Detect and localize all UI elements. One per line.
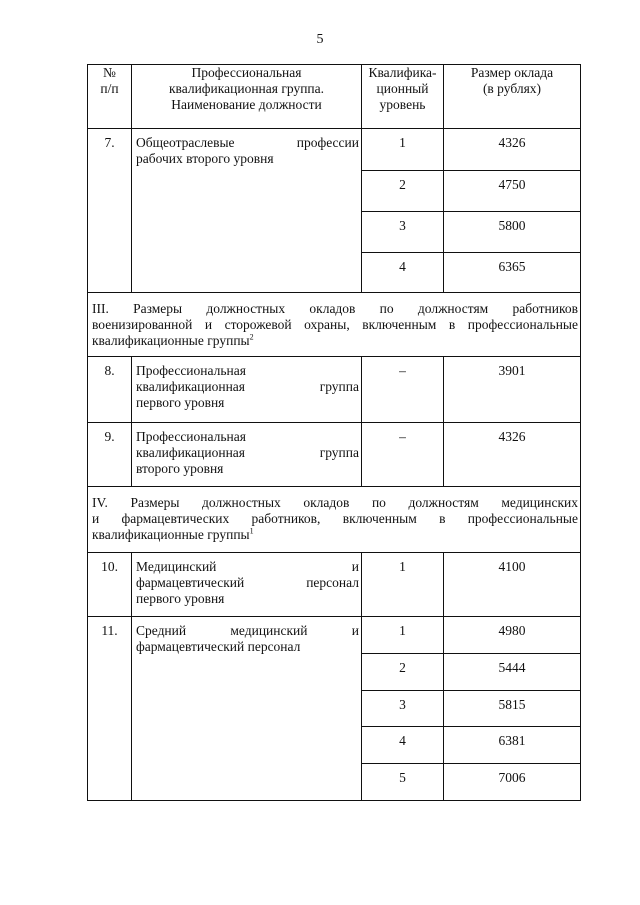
header-level-line: уровень [379, 97, 426, 112]
position-name [132, 617, 362, 801]
section-heading-line: военизированной и сторожевой охраны, включенным в профессиональные [92, 317, 578, 332]
position-name-line: квалификационная группа [136, 445, 359, 460]
header-salary [444, 65, 581, 129]
position-name-line: Медицинский и [136, 559, 359, 574]
level-cell: 3 [362, 212, 444, 253]
salary-cell: 5815 [444, 691, 581, 727]
footnote-marker: 1 [249, 526, 254, 536]
header-group-line: квалификационная группа. [168, 81, 325, 96]
position-name-line: Профессиональная [136, 429, 246, 444]
header-group-line: Наименование должности [171, 97, 322, 112]
salary-cell: 5800 [444, 212, 581, 253]
salary-cell: 6381 [444, 727, 581, 764]
salary-cell: 4326 [444, 423, 581, 487]
row-number: 9. [88, 423, 132, 487]
table-row [88, 129, 581, 171]
section-heading-line: IV. Размеры должностных окладов по должностям медицинских [92, 495, 578, 510]
salary-cell: 7006 [444, 764, 581, 801]
position-name-line: первого уровня [136, 591, 225, 606]
footnote-marker: 2 [249, 332, 254, 342]
salary-cell: 3901 [444, 357, 581, 423]
page-number: 5 [316, 32, 324, 47]
position-name-line: квалификационная группа [136, 379, 359, 394]
table-row [88, 423, 581, 487]
section-heading-text: квалификационные группы [92, 527, 250, 542]
level-cell: 4 [362, 253, 444, 293]
position-name-line: второго уровня [136, 461, 224, 476]
section-heading-text: квалификационные группы [92, 333, 250, 348]
row-number: 10. [88, 553, 132, 617]
row-number: 7. [88, 129, 132, 293]
header-group-line: Профессиональная [191, 65, 302, 80]
salary-table [87, 64, 581, 801]
salary-cell: 4980 [444, 617, 581, 654]
header-level-line: Квалифика- [368, 65, 437, 80]
section-heading-line: III. Размеры должностных окладов по должностям работников [92, 301, 578, 316]
position-name [132, 357, 362, 423]
table-row [88, 617, 581, 654]
table-header-row [88, 65, 581, 129]
level-cell: 2 [362, 171, 444, 212]
position-name-line: фармацевтический персонал [136, 639, 301, 654]
section-heading-line [92, 333, 578, 349]
salary-cell: 5444 [444, 654, 581, 691]
table-row [88, 553, 581, 617]
level-cell: – [362, 357, 444, 423]
level-cell: 1 [362, 617, 444, 654]
header-level [362, 65, 444, 129]
level-cell: 4 [362, 727, 444, 764]
position-name-line: Профессиональная [136, 363, 246, 378]
header-group [132, 65, 362, 129]
position-name-line: рабочих второго уровня [136, 151, 274, 166]
section-heading [88, 293, 581, 357]
header-salary-line: Размер оклада [470, 65, 554, 80]
level-cell: 3 [362, 691, 444, 727]
header-number-line: п/п [100, 81, 119, 96]
salary-cell: 6365 [444, 253, 581, 293]
section-heading-line: и фармацевтических работников, включенным в профессиональные [92, 511, 578, 526]
section-heading-row [88, 487, 581, 553]
position-name-line: Общеотраслевые профессии [136, 135, 359, 150]
level-cell: 1 [362, 553, 444, 617]
position-name [132, 553, 362, 617]
level-cell: 5 [362, 764, 444, 801]
level-cell: 2 [362, 654, 444, 691]
header-number-line: № [103, 65, 116, 80]
section-heading [88, 487, 581, 553]
row-number: 8. [88, 357, 132, 423]
section-heading-line [92, 527, 578, 543]
level-cell: – [362, 423, 444, 487]
position-name [132, 423, 362, 487]
section-heading-row [88, 293, 581, 357]
row-number: 11. [88, 617, 132, 801]
salary-cell: 4100 [444, 553, 581, 617]
header-level-line: ционный [376, 81, 429, 96]
position-name-line: первого уровня [136, 395, 225, 410]
table-row [88, 357, 581, 423]
level-cell: 1 [362, 129, 444, 171]
position-name-line: фармацевтический персонал [136, 575, 359, 590]
header-salary-line: (в рублях) [482, 81, 542, 96]
salary-cell: 4750 [444, 171, 581, 212]
header-number [88, 65, 132, 129]
position-name-line: Средний медицинский и [136, 623, 359, 638]
salary-cell: 4326 [444, 129, 581, 171]
position-name [132, 129, 362, 293]
